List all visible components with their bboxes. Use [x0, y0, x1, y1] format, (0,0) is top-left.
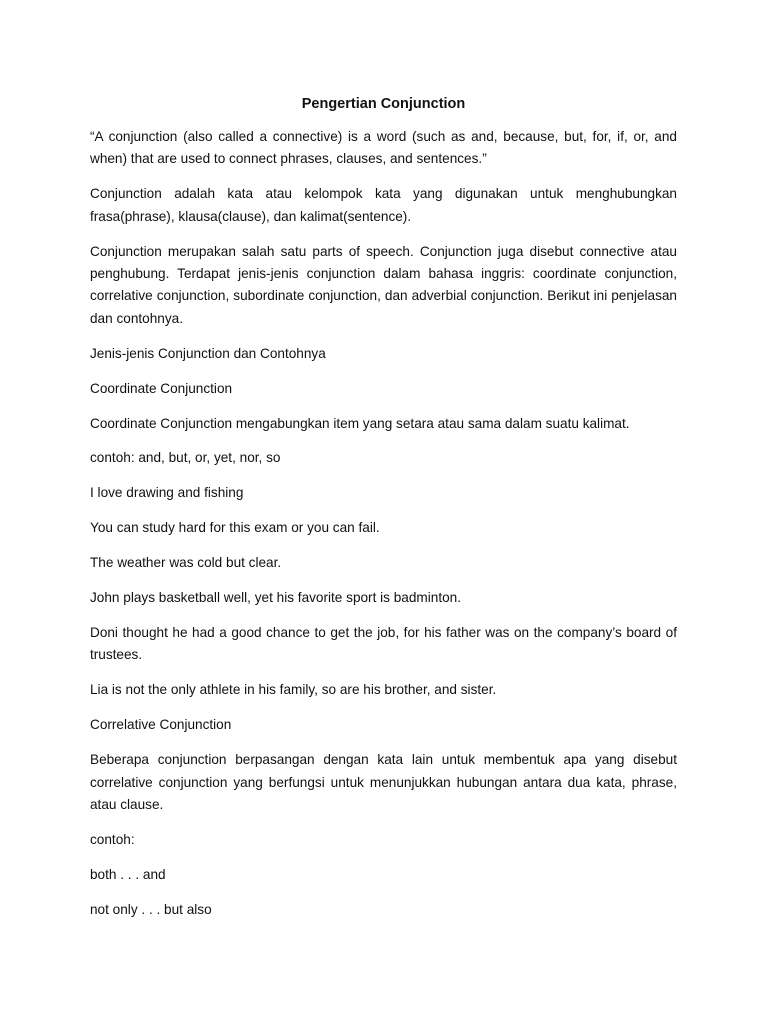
correlative-examples-label: contoh: [90, 831, 135, 847]
correlative-pair: both . . . and [90, 866, 166, 882]
paragraph-coordinate-desc: Coordinate Conjunction mengabungkan item yang setara atau sama dalam suatu kalimat. [90, 415, 630, 431]
example-sentence: Lia is not the only athlete in his family, so are his brother, and sister. [90, 682, 497, 698]
heading-coordinate: Coordinate Conjunction [90, 380, 233, 396]
paragraph-definition-id: Conjunction adalah kata atau kelompok kata yang digunakan untuk menghubungkan frasa(phrase), klausa(clause), dan kalimat(sentence). [90, 186, 677, 224]
correlative-pair: not only . . . but also [90, 901, 212, 917]
example-sentence: John plays basketball well, yet his favorite sport is badminton. [90, 590, 461, 606]
coordinate-examples-label: contoh: and, but, or, yet, nor, so [90, 450, 281, 466]
example-sentence: I love drawing and fishing [90, 485, 244, 501]
document-title: Pengertian Conjunction [301, 96, 466, 112]
example-sentence: Doni thought he had a good chance to get the job, for his father was on the company’s board of trustees. [90, 625, 677, 663]
paragraph-parts-of-speech: Conjunction merupakan salah satu parts of speech. Conjunction juga disebut connective atau penghubung. Terdapat jenis-jenis conjunction dalam bahasa inggris: coordinate conjunction, correlative conjunction, subordinate conjunction, dan adverbial conjunction. Berikut ini penjelasan dan contohnya. [90, 243, 677, 326]
example-sentence: The weather was cold but clear. [90, 555, 282, 571]
paragraph-definition-quote: “A conjunction (also called a connective) is a word (such as and, because, but, for, if, or, and when) that are used to connect phrases, clauses, and sentences.” [90, 129, 677, 167]
example-sentence: You can study hard for this exam or you can fail. [90, 520, 380, 536]
paragraph-correlative-desc: Beberapa conjunction berpasangan dengan kata lain untuk membentuk apa yang disebut correlative conjunction yang berfungsi untuk menunjukkan hubungan antara dua kata, phrase, atau clause. [90, 752, 677, 812]
document-page [90, 93, 677, 934]
heading-types: Jenis-jenis Conjunction dan Contohnya [90, 345, 326, 361]
heading-correlative: Correlative Conjunction [90, 717, 232, 733]
